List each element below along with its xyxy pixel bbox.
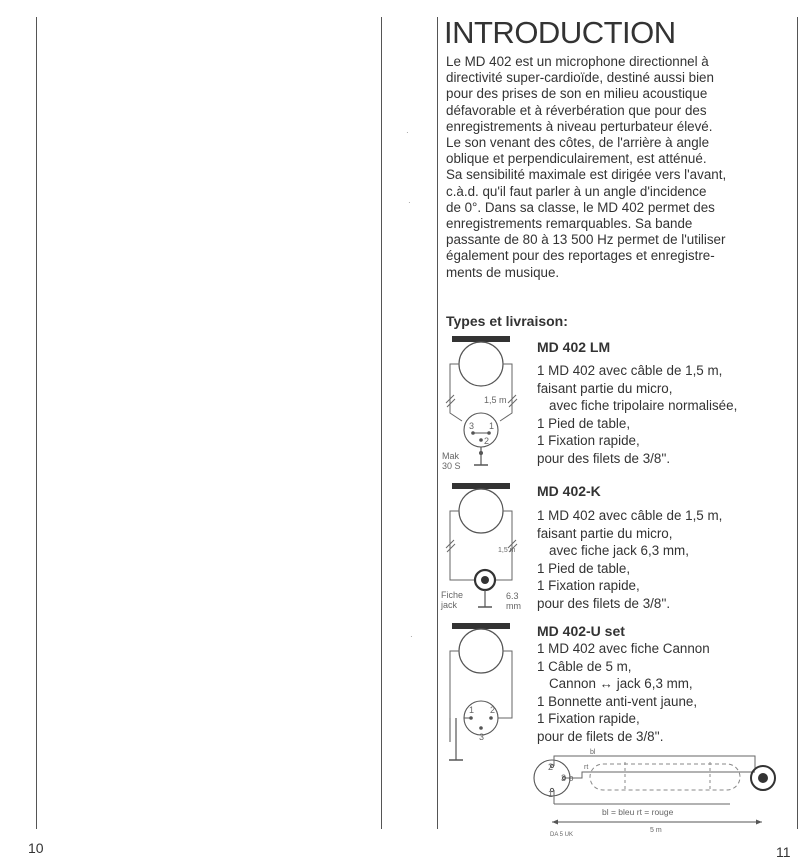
item-line: avec fiche jack 6,3 mm, [549, 543, 689, 559]
cable-line [450, 550, 476, 580]
model-title-md402k: MD 402-K [537, 483, 601, 499]
cable-length-label: 1,5 m [498, 547, 516, 554]
intro-line: enregistrements à niveau perturbateur élevé. [446, 118, 713, 134]
model-items-md402lm [537, 362, 737, 468]
item-line: 1 Bonnette anti-vent jaune, [537, 693, 698, 709]
page-number-left: 10 [28, 840, 44, 856]
arrow-head [552, 820, 558, 825]
item-line: faisant partie du micro, [537, 525, 673, 541]
right-page-left-line [437, 17, 438, 829]
size-label: 6.3 [506, 591, 519, 601]
cable-line [450, 651, 459, 718]
plug-label: jack [441, 600, 458, 610]
item-line: 1 MD 402 avec câble de 1,5 m, [537, 363, 723, 378]
pin-label: 3 [469, 421, 475, 431]
stand-joint [479, 451, 483, 455]
left-margin-line [36, 17, 37, 829]
intro-line: ments de musique. [446, 264, 560, 280]
intro-line: Le MD 402 est un microphone directionnel à [446, 54, 709, 69]
page-title: INTRODUCTION [444, 15, 676, 50]
intro-line: pour des prises de son en milieu acoustique [446, 86, 708, 102]
pin-label: 3 [479, 732, 485, 742]
item-line: 1 Fixation rapide, [537, 578, 640, 594]
intro-line: directivité super-cardioïde, destiné aussi bien [446, 70, 714, 86]
pin-label: 1 [489, 421, 495, 431]
diagram-md402k [440, 480, 535, 615]
mic-top-bar [452, 483, 510, 489]
item-line: 1 Pied de table, [537, 560, 631, 576]
wire-label-rt: rt [584, 764, 589, 771]
intro-paragraph [446, 54, 798, 281]
intro-line: c.à.d. qu'il faut parler à un angle d'incidence [446, 183, 707, 199]
plug-label: Fiche [441, 590, 464, 600]
mic-head [459, 342, 503, 386]
cable-length-label: 1,5 m [484, 395, 507, 405]
cable-shield [590, 764, 740, 790]
pin-label: 2 [548, 762, 554, 772]
intro-line: de 0°. Dans sa classe, le MD 402 permet des [446, 199, 715, 215]
intro-line: également pour des reportages et enregistre- [446, 248, 715, 264]
stand-label: 30 S [442, 461, 461, 471]
mic-head [459, 629, 503, 673]
arrow-head [756, 820, 762, 825]
intro-line: oblique et perpendiculairement, est atténué. [446, 151, 707, 167]
intro-line: Sa sensibilité maximale est dirigée vers l'avant, [446, 167, 727, 183]
intro-line: Le son venant des côtes, de l'arrière à angle [446, 135, 710, 151]
cable-line [450, 408, 462, 421]
page-number-right: 11 [776, 844, 791, 860]
pin-label: 2 [484, 436, 490, 446]
item-line: 1 Fixation rapide, [537, 711, 640, 727]
scan-speck: · [410, 632, 413, 641]
wire-rt [566, 772, 755, 778]
mic-top-bar [452, 336, 510, 342]
stand-label: Mak [442, 451, 460, 461]
pin-label: 1 [469, 705, 475, 715]
item-line: pour des filets de 3/8''. [537, 450, 671, 466]
item-line: pour de filets de 3/8''. [537, 728, 664, 744]
model-items-md402k [537, 507, 722, 613]
pin-dot [489, 716, 493, 720]
cable-line [494, 550, 512, 580]
scan-speck: · [408, 198, 411, 207]
item-line: 1 Fixation rapide, [537, 433, 640, 449]
intro-line: passante de 80 à 13 500 Hz permet de l'utiliser [446, 232, 726, 248]
jack-plug-core [481, 576, 489, 584]
item-line: avec fiche tripolaire normalisée, [549, 398, 738, 414]
diagram-md402lm [440, 333, 535, 473]
model-title-md402u-set: MD 402-U set [537, 623, 625, 639]
cable-line [500, 408, 512, 421]
intro-line: enregistrements remarquables. Sa bande [446, 216, 693, 232]
scan-speck: · [406, 128, 409, 137]
mic-top-bar [452, 623, 510, 629]
pin-dot [479, 726, 483, 730]
pin-dot [479, 438, 483, 442]
diagram-md402u-set [440, 620, 535, 762]
jack-plug-core [758, 773, 768, 783]
intro-line: défavorable et à réverbération que pour des [446, 102, 707, 118]
item-line: 1 Pied de table, [537, 415, 631, 431]
cable-diagram [530, 748, 798, 838]
pin-label: 3 o [561, 773, 574, 783]
types-heading: Types et livraison: [446, 313, 568, 329]
pin-label: 1 [548, 789, 554, 799]
item-line: 1 Câble de 5 m, [537, 658, 632, 674]
cable-line [450, 364, 459, 408]
model-items-md402u-set [537, 640, 710, 746]
mic-head [459, 489, 503, 533]
size-label: mm [506, 601, 521, 611]
left-page-right-line [381, 17, 382, 829]
item-line: faisant partie du micro, [537, 380, 673, 396]
item-line: 1 MD 402 avec fiche Cannon [537, 641, 710, 656]
wire-legend: bl = bleu rt = rouge [602, 807, 674, 817]
cable-line [503, 511, 512, 550]
cable-length-label: 5 m [650, 827, 662, 834]
item-line: Cannon ↔ jack 6,3 mm, [549, 676, 693, 692]
item-line: pour des filets de 3/8''. [537, 595, 671, 611]
pin-label: 2 [490, 705, 496, 715]
wire-label-bl: bl [590, 749, 596, 756]
model-title-md402lm: MD 402 LM [537, 339, 611, 355]
part-code: DA 5 UK [550, 832, 574, 838]
item-line: 1 MD 402 avec câble de 1,5 m, [537, 508, 723, 523]
